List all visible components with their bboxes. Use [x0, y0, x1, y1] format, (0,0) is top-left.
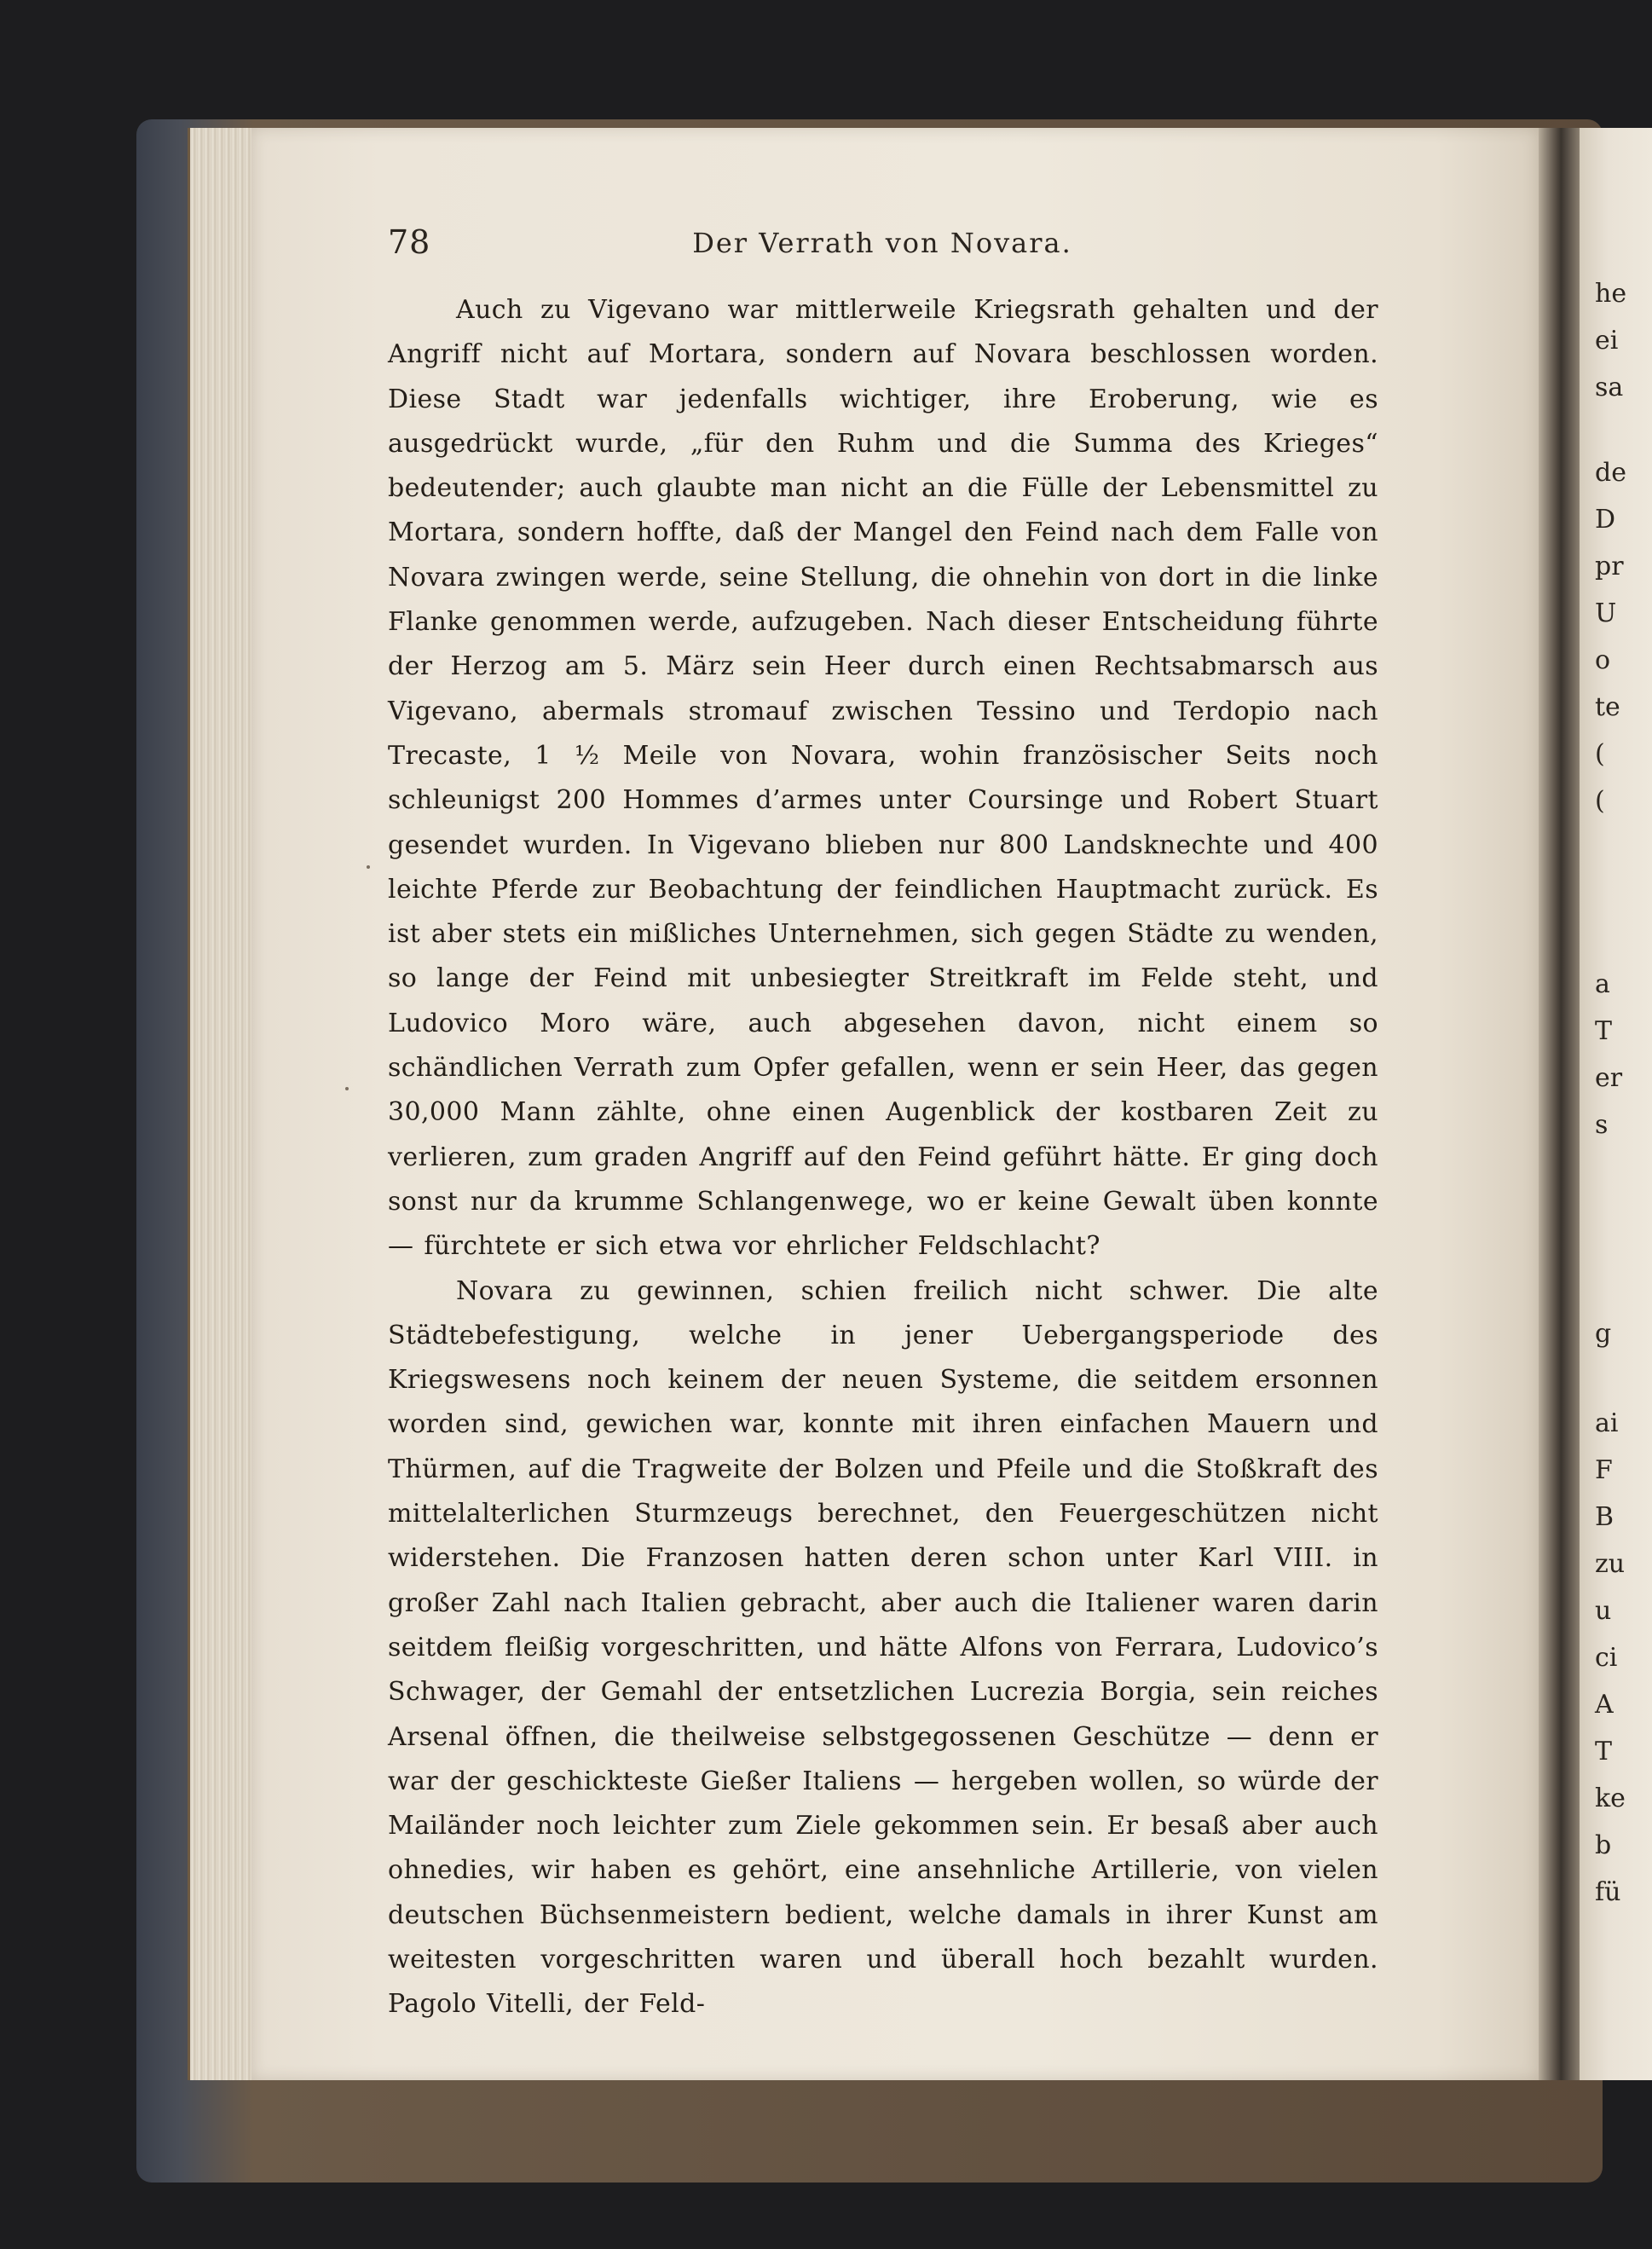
facing-page-fragment: ci — [1595, 1643, 1618, 1673]
facing-page-fragment: B — [1595, 1502, 1614, 1532]
facing-page-fragment: ( — [1595, 786, 1605, 816]
page-number: 78 — [388, 223, 431, 261]
running-head — [388, 223, 1377, 266]
facing-page-fragment: U — [1595, 598, 1617, 628]
facing-page-fragment: u — [1595, 1596, 1612, 1626]
facing-page-fragment: o — [1595, 645, 1611, 675]
running-title: Der Verrath von Novara. — [692, 227, 1072, 259]
facing-page-fragment: pr — [1595, 552, 1624, 581]
facing-page-fragment: b — [1595, 1830, 1612, 1860]
paragraph: Novara zu gewinnen, schien freilich nicht schwer. Die alte Städtebefestigung, welche in jener Uebergangsperiode des Kriegswesens noch keinem der neuen Systeme, die seitdem ersonnen worden sind, gewichen war, konnte mit ihren einfachen Mauern und Thürmen, auf die Tragweite der Bolzen und Pfeile und die Stoßkraft des mittelalterlichen Sturmzeugs berechnet, den Feuergeschützen nicht widerstehen. Die Franzosen hatten deren schon unter Karl VIII. in großer Zahl nach Italien gebracht, aber auch die Italiener waren darin seitdem fleißig vorgeschritten, und hätte Alfons von Ferrara, Ludovico’s Schwager, der Gemahl der entsetzlichen Lucrezia Borgia, sein reiches Arsenal öffnen, die theilweise selbstgegossenen Geschütze — denn er war der geschickteste Gießer Italiens — hergeben wollen, so würde der Mailänder noch leichter zum Ziele gekommen sein. Er besaß aber auch ohnedies, wir haben es gehört, eine ansehnliche Artillerie, von vielen deutschen Büchsenmeistern bedient, welche damals in ihrer Kunst am weitesten vorgeschritten waren und überall hoch bezahlt wurden. Pagolo Vitelli, der Feld- — [388, 1275, 1378, 2020]
body-text — [388, 288, 1378, 2027]
facing-page-fragment: ( — [1595, 739, 1605, 769]
facing-page-fragment: sa — [1595, 373, 1624, 402]
facing-page-fragment: te — [1595, 692, 1620, 722]
facing-page-fragment: er — [1595, 1063, 1623, 1093]
paper-speck — [345, 1087, 349, 1090]
facing-page-edge — [1580, 128, 1652, 2080]
book-gutter — [1539, 128, 1580, 2080]
facing-page-fragment: de — [1595, 458, 1626, 488]
facing-page-fragment: he — [1595, 279, 1627, 309]
facing-page-fragment: s — [1595, 1110, 1609, 1140]
facing-page-fragment: T — [1595, 1016, 1613, 1046]
facing-page-fragment: ke — [1595, 1784, 1626, 1813]
paragraph: Auch zu Vigevano war mittlerweile Kriegsrath gehalten und der Angriff nicht auf Mortara, sondern auf Novara beschlossen worden. Diese Stadt war jedenfalls wichtiger, ihre Eroberung, wie es ausgedrückt wurde, „für den Ruhm und die Summa des Krieges“ bedeutender; auch glaubte man nicht an die Fülle der Lebensmittel zu Mortara, sondern hoffte, daß der Mangel den Feind nach dem Falle von Novara zwingen werde, seine Stellung, die ohnehin von dort in die linke Flanke genommen werde, aufzugeben. Nach dieser Entscheidung führte der Herzog am 5. März sein Heer durch einen Rechtsabmarsch aus Vigevano, abermals stromauf zwischen Tessino und Terdopio nach Trecaste, 1 ½ Meile von Novara, wohin französischer Seits noch schleunigst 200 Hommes d’armes unter Coursinge und Robert Stuart gesendet wurden. In Vigevano blieben nur 800 Landsknechte und 400 leichte Pferde zur Beobachtung der feindlichen Hauptmacht zurück. Es ist aber stets ein mißliches Unternehmen, sich gegen Städte zu wenden, so lange der Feind mit unbesiegter Streitkraft im Felde steht, und Ludovico Moro wäre, auch abgesehen davon, nicht einem so schändlichen Verrath zum Opfer gefallen, wenn er sein Heer, das gegen 30,000 Mann zählte, ohne einen Augenblick der kostbaren Zeit zu verlieren, zum graden Angriff auf den Feind geführt hätte. Er ging doch sonst nur da krumme Schlangenwege, wo er keine Gewalt üben konnte — fürchtete er sich etwa vor ehrlicher Feldschlacht? — [388, 295, 1378, 1262]
facing-page-fragment: zu — [1595, 1549, 1626, 1579]
facing-page-fragment: a — [1595, 969, 1610, 999]
facing-page-fragment: F — [1595, 1455, 1613, 1485]
facing-page-fragment: ai — [1595, 1408, 1619, 1438]
facing-page-fragment: D — [1595, 505, 1616, 535]
facing-page-fragment: g — [1595, 1319, 1612, 1349]
facing-page-fragment: T — [1595, 1737, 1613, 1766]
facing-page-fragment: fü — [1595, 1877, 1621, 1907]
facing-page-fragment: A — [1595, 1690, 1614, 1720]
paper-speck — [367, 865, 370, 869]
facing-page-fragment: ei — [1595, 326, 1619, 356]
